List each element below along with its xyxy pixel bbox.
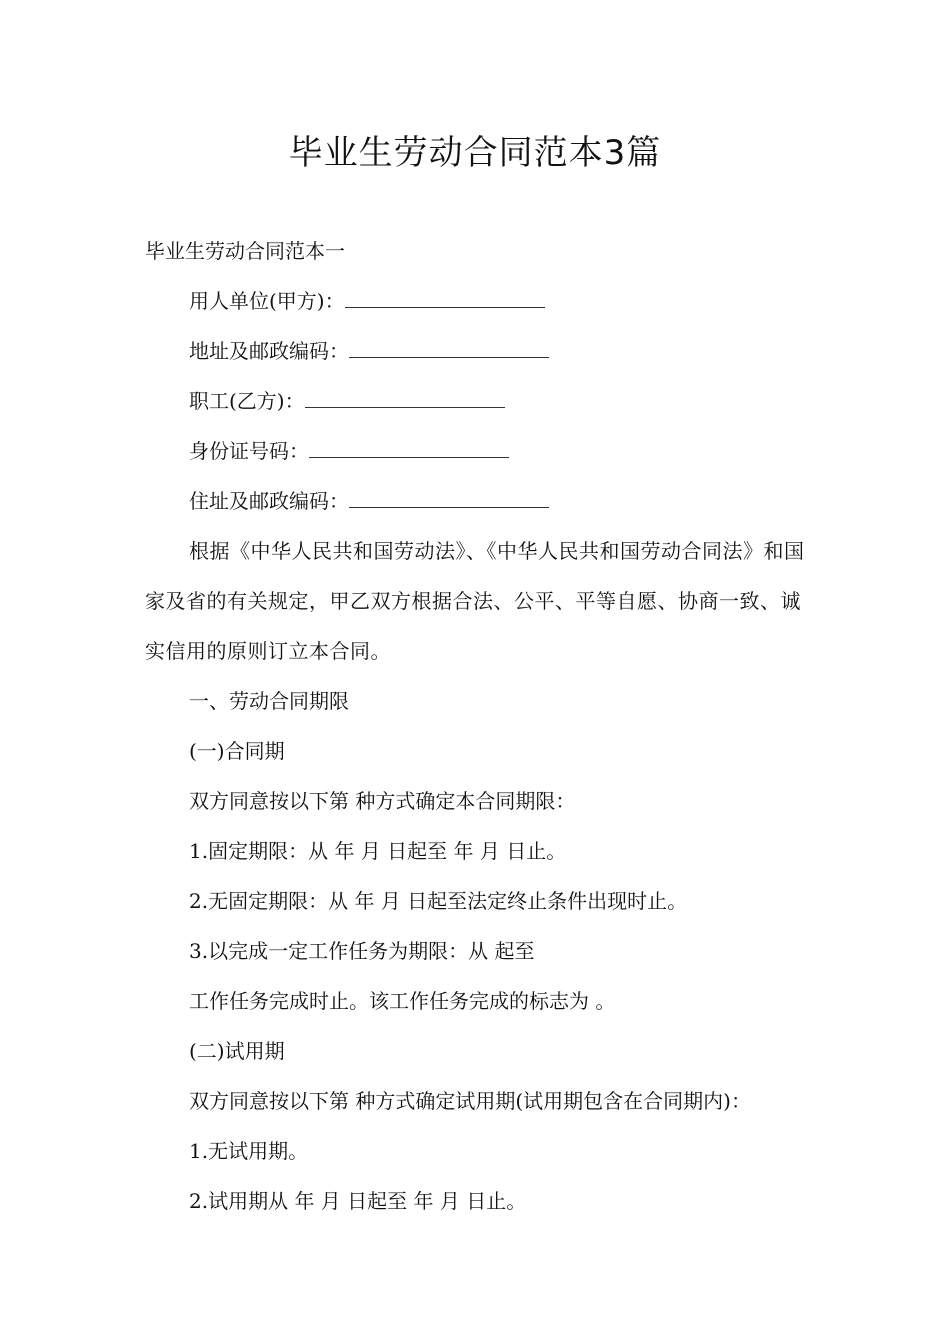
fill-in-blank (349, 491, 549, 508)
fill-in-blank (349, 341, 549, 358)
sub-heading: (二)试用期 (189, 1039, 285, 1063)
field-label: 身份证号码： (189, 439, 309, 463)
fill-in-blank (305, 391, 505, 408)
preamble-paragraph: 根据《中华人民共和国劳动法》、《中华人民共和国劳动合同法》和国家及省的有关规定，甲乙双方根据合法、公平、平等自愿、协商一致、诚实信用的原则订立本合同。 (145, 539, 805, 663)
clause-line: 1.固定期限：从 年 月 日起至 年 月 日止。 (189, 839, 567, 863)
clause-heading: 一、劳动合同期限 (189, 689, 349, 713)
sub-heading: (一)合同期 (189, 739, 285, 763)
fill-in-blank (345, 291, 545, 308)
field-employee (145, 376, 815, 426)
field-label: 地址及邮政编码： (189, 339, 349, 363)
clause-line: 1.无试用期。 (189, 1139, 309, 1163)
field-label: 用人单位(甲方)： (189, 289, 345, 313)
field-id-number (145, 426, 815, 476)
section-heading: 毕业生劳动合同范本一 (145, 239, 345, 263)
clause-line: 2.无固定期限：从 年 月 日起至法定终止条件出现时止。 (189, 889, 688, 913)
field-label: 住址及邮政编码： (189, 489, 349, 513)
clause-line: 2.试用期从 年 月 日起至 年 月 日止。 (189, 1189, 527, 1213)
document-title: 毕业生劳动合同范本3篇 (288, 133, 662, 173)
clause-line: 3.以完成一定工作任务为期限：从 起至 (189, 939, 535, 963)
clause-line: 工作任务完成时止。该工作任务完成的标志为 。 (189, 989, 616, 1013)
field-label: 职工(乙方)： (189, 389, 305, 413)
clause-line: 双方同意按以下第 种方式确定试用期(试用期包含在合同期内)： (189, 1089, 751, 1113)
document-body (145, 226, 815, 1226)
fill-in-blank (309, 441, 509, 458)
field-employee-address (145, 476, 815, 526)
clause-line: 双方同意按以下第 种方式确定本合同期限： (189, 789, 576, 813)
field-employer-address (145, 326, 815, 376)
field-employer (145, 276, 815, 326)
